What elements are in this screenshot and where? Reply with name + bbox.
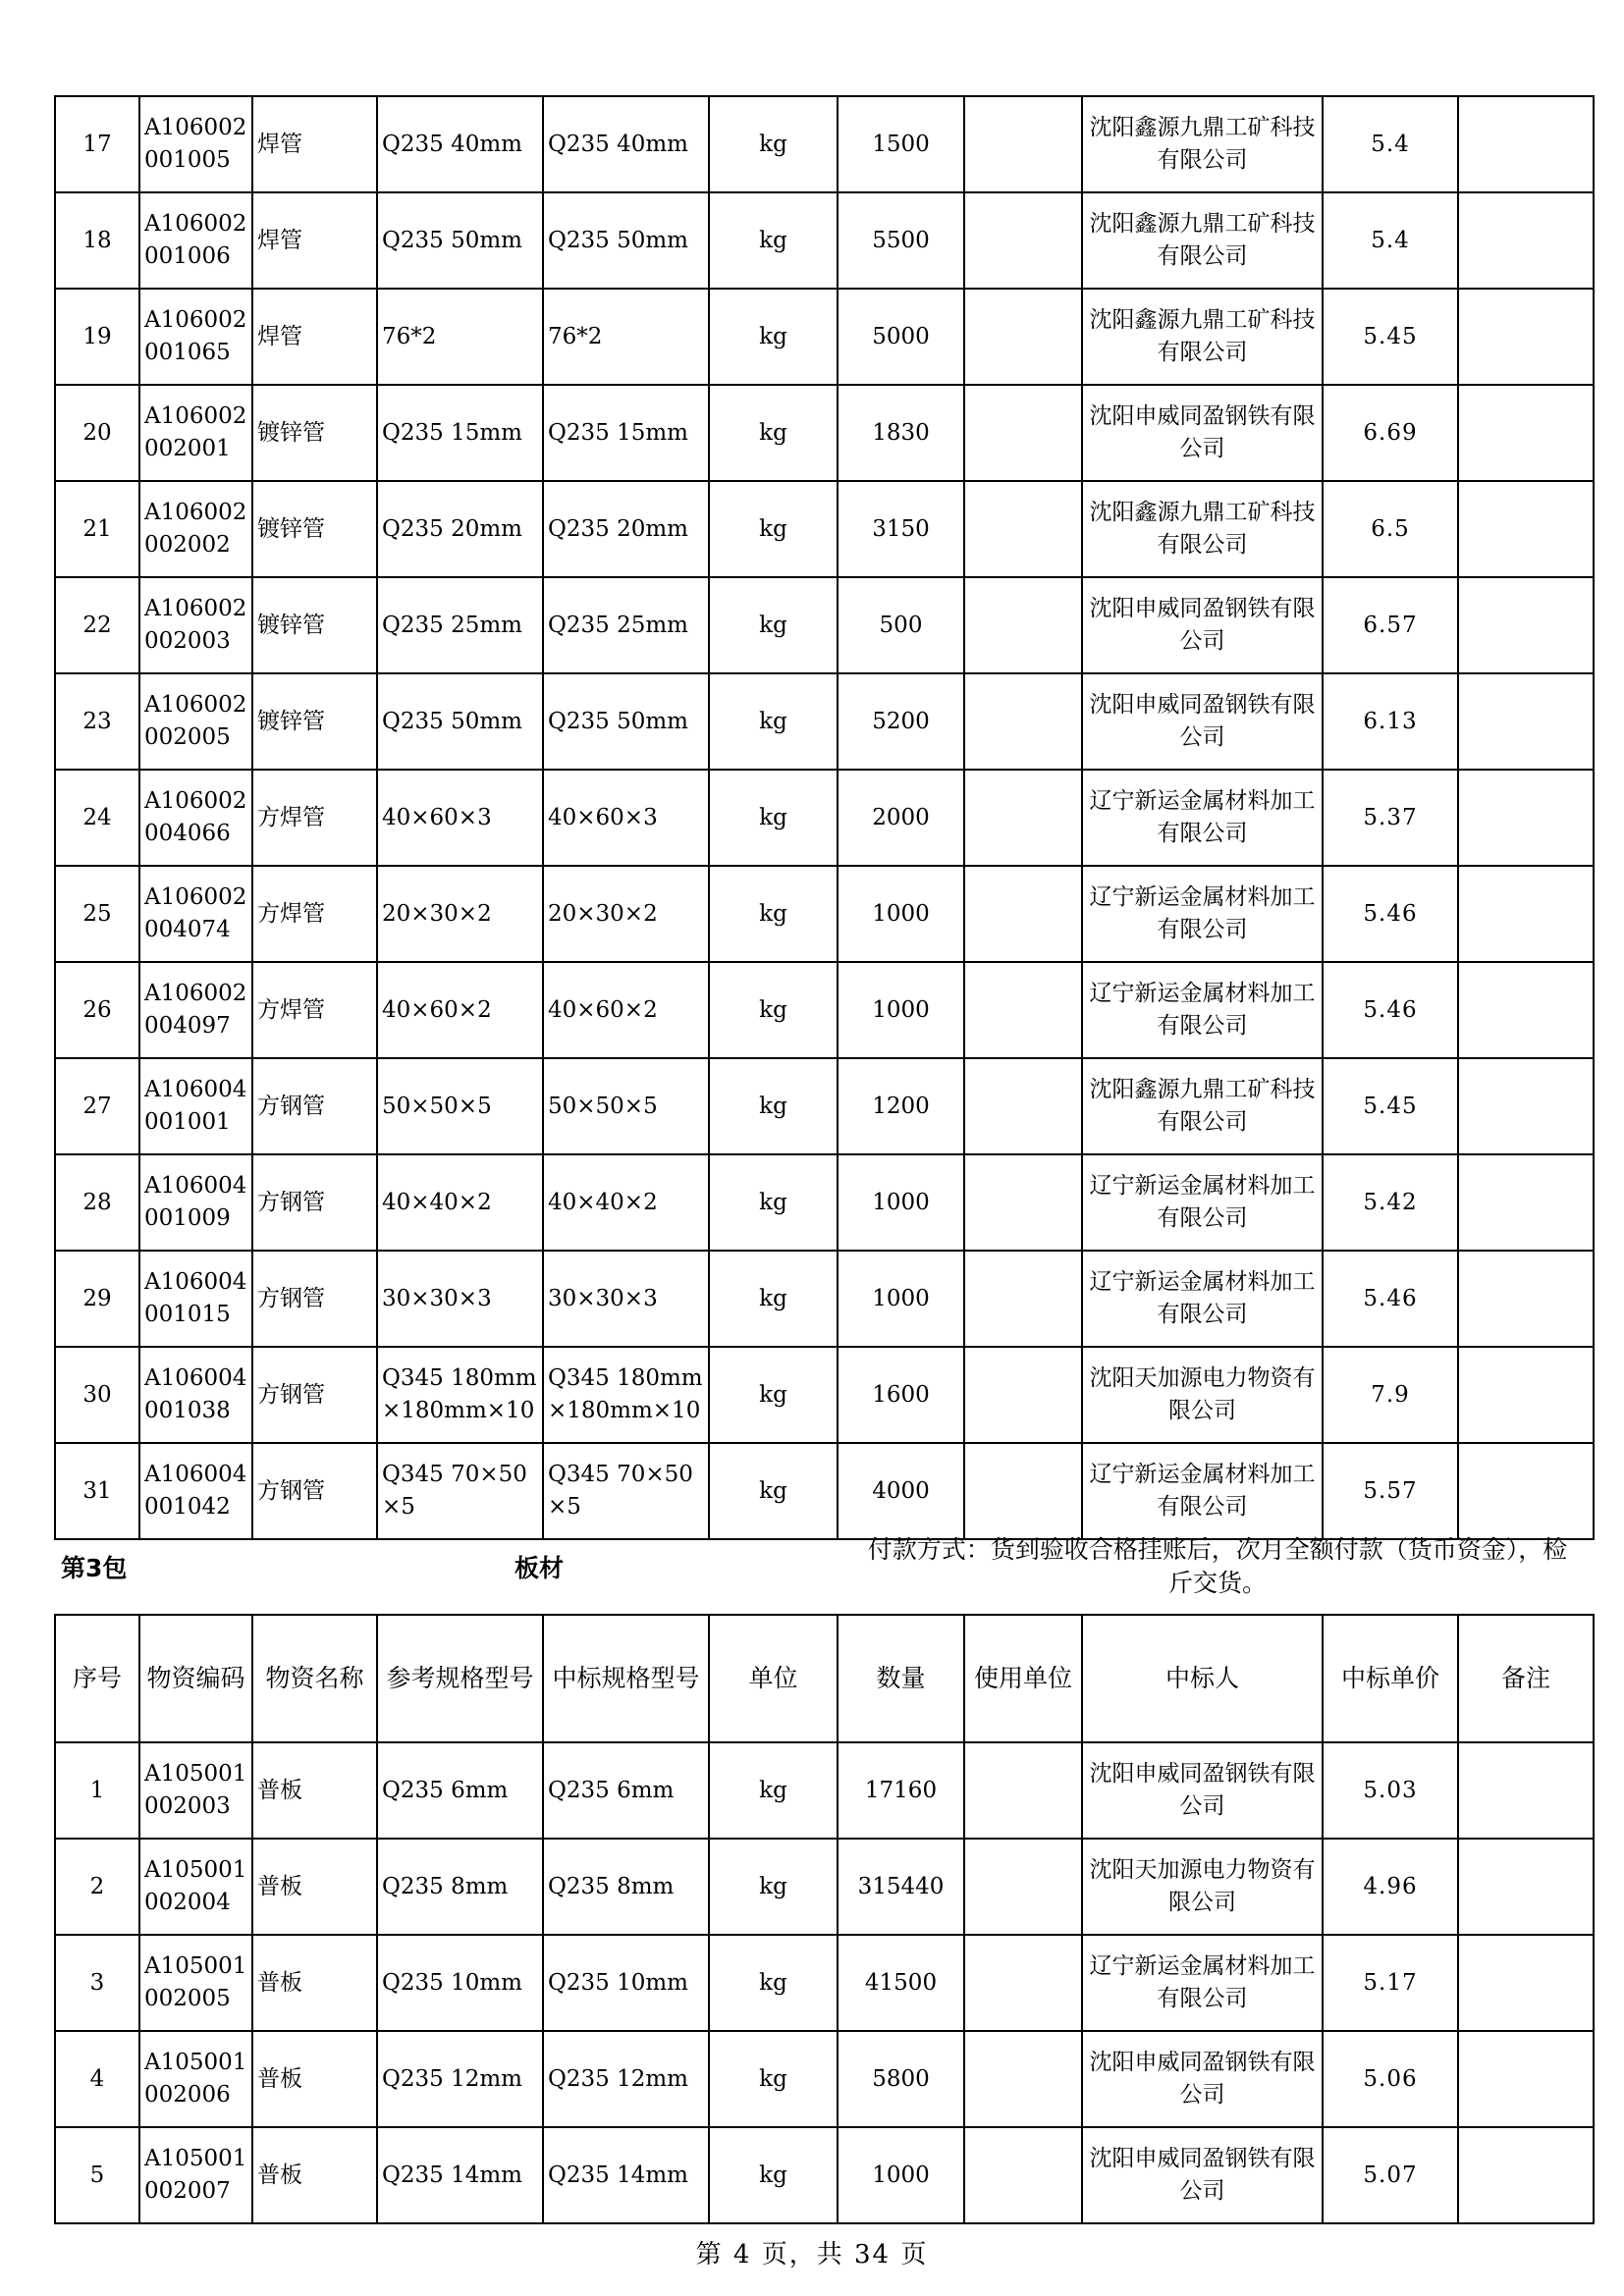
cell-price: 6.57	[1323, 577, 1458, 673]
cell-remark	[1458, 2031, 1594, 2127]
cell-ref-spec: Q235 20mm	[377, 481, 543, 577]
cell-remark	[1458, 289, 1594, 385]
cell-name: 镀锌管	[252, 385, 377, 481]
table-row	[55, 1443, 1594, 1539]
cell-winner: 沈阳鑫源九鼎工矿科技有限公司	[1082, 481, 1323, 577]
cell-ref-spec: Q235 50mm	[377, 673, 543, 770]
cell-remark	[1458, 192, 1594, 289]
cell-qty: 2000	[838, 770, 964, 866]
cell-user-unit	[964, 1935, 1082, 2031]
header-seq: 序号	[55, 1615, 139, 1742]
cell-qty: 5200	[838, 673, 964, 770]
cell-qty: 1600	[838, 1347, 964, 1443]
cell-seq: 3	[55, 1935, 139, 2031]
cell-winner: 沈阳申威同盈钢铁有限公司	[1082, 673, 1323, 770]
header-code: 物资编码	[139, 1615, 252, 1742]
cell-winner: 沈阳申威同盈钢铁有限公司	[1082, 2031, 1323, 2127]
cell-win-spec: Q235 50mm	[543, 673, 709, 770]
cell-price: 5.03	[1323, 1742, 1458, 1839]
cell-qty: 3150	[838, 481, 964, 577]
cell-name: 焊管	[252, 192, 377, 289]
cell-win-spec: Q235 14mm	[543, 2127, 709, 2223]
cell-name: 焊管	[252, 96, 377, 192]
cell-ref-spec: Q235 6mm	[377, 1742, 543, 1839]
cell-code: A106002001065	[139, 289, 252, 385]
cell-winner: 沈阳鑫源九鼎工矿科技有限公司	[1082, 192, 1323, 289]
cell-name: 普板	[252, 2031, 377, 2127]
cell-user-unit	[964, 962, 1082, 1058]
plate-items-table-body	[55, 1742, 1594, 2223]
cell-code: A106002004097	[139, 962, 252, 1058]
header-price: 中标单价	[1323, 1615, 1458, 1742]
cell-user-unit	[964, 481, 1082, 577]
cell-code: A106004001015	[139, 1251, 252, 1347]
cell-ref-spec: Q235 25mm	[377, 577, 543, 673]
cell-win-spec: Q345 180mm×180mm×10	[543, 1347, 709, 1443]
cell-seq: 4	[55, 2031, 139, 2127]
cell-code: A106004001009	[139, 1154, 252, 1251]
cell-price: 5.46	[1323, 962, 1458, 1058]
cell-price: 5.06	[1323, 2031, 1458, 2127]
cell-remark	[1458, 385, 1594, 481]
cell-unit: kg	[709, 1154, 838, 1251]
cell-winner: 沈阳申威同盈钢铁有限公司	[1082, 2127, 1323, 2223]
cell-user-unit	[964, 289, 1082, 385]
header-remark: 备注	[1458, 1615, 1594, 1742]
cell-win-spec: 20×30×2	[543, 866, 709, 962]
cell-code: A106004001042	[139, 1443, 252, 1539]
cell-unit: kg	[709, 1347, 838, 1443]
cell-unit: kg	[709, 481, 838, 577]
table-row	[55, 385, 1594, 481]
cell-winner: 沈阳天加源电力物资有限公司	[1082, 1347, 1323, 1443]
table-row	[55, 2127, 1594, 2223]
table-row	[55, 1251, 1594, 1347]
cell-price: 5.45	[1323, 289, 1458, 385]
cell-unit: kg	[709, 577, 838, 673]
header-user-unit: 使用单位	[964, 1615, 1082, 1742]
cell-name: 普板	[252, 1742, 377, 1839]
table-row	[55, 577, 1594, 673]
pipe-items-table-body	[55, 96, 1594, 1539]
plate-items-table	[54, 1614, 1595, 2224]
cell-seq: 2	[55, 1839, 139, 1935]
cell-name: 镀锌管	[252, 673, 377, 770]
table-row	[55, 962, 1594, 1058]
table-row	[55, 770, 1594, 866]
cell-price: 5.42	[1323, 1154, 1458, 1251]
table-row	[55, 192, 1594, 289]
cell-qty: 4000	[838, 1443, 964, 1539]
cell-code: A106004001001	[139, 1058, 252, 1154]
cell-unit: kg	[709, 1742, 838, 1839]
plate-items-table-header	[55, 1615, 1594, 1742]
cell-code: A106002004074	[139, 866, 252, 962]
cell-name: 方焊管	[252, 866, 377, 962]
cell-unit: kg	[709, 866, 838, 962]
cell-ref-spec: Q345 70×50×5	[377, 1443, 543, 1539]
cell-winner: 沈阳申威同盈钢铁有限公司	[1082, 385, 1323, 481]
table-row	[55, 1742, 1594, 1839]
cell-win-spec: Q235 12mm	[543, 2031, 709, 2127]
table-row	[55, 481, 1594, 577]
cell-user-unit	[964, 577, 1082, 673]
cell-remark	[1458, 1058, 1594, 1154]
cell-price: 5.46	[1323, 866, 1458, 962]
cell-win-spec: Q235 6mm	[543, 1742, 709, 1839]
cell-win-spec: 76*2	[543, 289, 709, 385]
cell-unit: kg	[709, 770, 838, 866]
cell-price: 4.96	[1323, 1839, 1458, 1935]
cell-win-spec: Q345 70×50×5	[543, 1443, 709, 1539]
cell-win-spec: 40×60×2	[543, 962, 709, 1058]
cell-price: 5.17	[1323, 1935, 1458, 2031]
cell-ref-spec: Q235 40mm	[377, 96, 543, 192]
cell-name: 镀锌管	[252, 577, 377, 673]
cell-code: A106002002005	[139, 673, 252, 770]
cell-winner: 辽宁新运金属材料加工有限公司	[1082, 770, 1323, 866]
cell-remark	[1458, 1839, 1594, 1935]
cell-remark	[1458, 1742, 1594, 1839]
cell-user-unit	[964, 2031, 1082, 2127]
table-header-row	[55, 1615, 1594, 1742]
cell-code: A105001002004	[139, 1839, 252, 1935]
cell-seq: 29	[55, 1251, 139, 1347]
cell-unit: kg	[709, 1935, 838, 2031]
cell-qty: 315440	[838, 1839, 964, 1935]
header-name: 物资名称	[252, 1615, 377, 1742]
cell-unit: kg	[709, 1839, 838, 1935]
cell-seq: 28	[55, 1154, 139, 1251]
cell-remark	[1458, 1347, 1594, 1443]
cell-qty: 5800	[838, 2031, 964, 2127]
table-row	[55, 673, 1594, 770]
cell-qty: 1000	[838, 1251, 964, 1347]
cell-user-unit	[964, 96, 1082, 192]
cell-unit: kg	[709, 385, 838, 481]
cell-win-spec: Q235 50mm	[543, 192, 709, 289]
cell-winner: 沈阳天加源电力物资有限公司	[1082, 1839, 1323, 1935]
cell-ref-spec: Q235 10mm	[377, 1935, 543, 2031]
cell-winner: 沈阳鑫源九鼎工矿科技有限公司	[1082, 1058, 1323, 1154]
table-row	[55, 2031, 1594, 2127]
cell-unit: kg	[709, 1443, 838, 1539]
cell-price: 5.45	[1323, 1058, 1458, 1154]
cell-remark	[1458, 1251, 1594, 1347]
cell-winner: 沈阳鑫源九鼎工矿科技有限公司	[1082, 96, 1323, 192]
cell-user-unit	[964, 1154, 1082, 1251]
cell-remark	[1458, 1154, 1594, 1251]
cell-user-unit	[964, 1347, 1082, 1443]
cell-ref-spec: 76*2	[377, 289, 543, 385]
cell-user-unit	[964, 1251, 1082, 1347]
cell-seq: 30	[55, 1347, 139, 1443]
cell-remark	[1458, 1443, 1594, 1539]
cell-name: 方焊管	[252, 962, 377, 1058]
cell-qty: 5500	[838, 192, 964, 289]
cell-name: 普板	[252, 2127, 377, 2223]
cell-user-unit	[964, 1443, 1082, 1539]
table-row	[55, 1347, 1594, 1443]
cell-seq: 31	[55, 1443, 139, 1539]
cell-user-unit	[964, 385, 1082, 481]
cell-ref-spec: 40×40×2	[377, 1154, 543, 1251]
cell-remark	[1458, 577, 1594, 673]
cell-win-spec: 40×60×3	[543, 770, 709, 866]
cell-remark	[1458, 1935, 1594, 2031]
cell-win-spec: 40×40×2	[543, 1154, 709, 1251]
header-win-spec: 中标规格型号	[543, 1615, 709, 1742]
cell-win-spec: 30×30×3	[543, 1251, 709, 1347]
cell-name: 方焊管	[252, 770, 377, 866]
cell-price: 6.69	[1323, 385, 1458, 481]
cell-remark	[1458, 962, 1594, 1058]
cell-ref-spec: Q235 15mm	[377, 385, 543, 481]
table-row	[55, 1154, 1594, 1251]
cell-unit: kg	[709, 289, 838, 385]
cell-code: A106002002002	[139, 481, 252, 577]
cell-qty: 41500	[838, 1935, 964, 2031]
header-qty: 数量	[838, 1615, 964, 1742]
cell-remark	[1458, 673, 1594, 770]
cell-win-spec: Q235 20mm	[543, 481, 709, 577]
cell-price: 7.9	[1323, 1347, 1458, 1443]
table-row	[55, 1839, 1594, 1935]
cell-user-unit	[964, 1839, 1082, 1935]
cell-win-spec: Q235 15mm	[543, 385, 709, 481]
cell-code: A106002001005	[139, 96, 252, 192]
cell-winner: 辽宁新运金属材料加工有限公司	[1082, 962, 1323, 1058]
cell-winner: 辽宁新运金属材料加工有限公司	[1082, 1251, 1323, 1347]
table-row	[55, 289, 1594, 385]
cell-code: A106002004066	[139, 770, 252, 866]
cell-qty: 1000	[838, 2127, 964, 2223]
cell-price: 5.57	[1323, 1443, 1458, 1539]
cell-unit: kg	[709, 96, 838, 192]
payment-terms: 付款方式：货到验收合格挂账后，次月全额付款（货币资金），检斤交货。	[867, 1535, 1568, 1597]
cell-name: 方钢管	[252, 1154, 377, 1251]
header-unit: 单位	[709, 1615, 838, 1742]
cell-code: A105001002005	[139, 1935, 252, 2031]
cell-ref-spec: 40×60×3	[377, 770, 543, 866]
cell-code: A106004001038	[139, 1347, 252, 1443]
cell-user-unit	[964, 673, 1082, 770]
cell-unit: kg	[709, 1251, 838, 1347]
cell-name: 普板	[252, 1935, 377, 2031]
cell-winner: 沈阳申威同盈钢铁有限公司	[1082, 1742, 1323, 1839]
cell-remark	[1458, 96, 1594, 192]
cell-price: 5.4	[1323, 192, 1458, 289]
cell-winner: 辽宁新运金属材料加工有限公司	[1082, 1443, 1323, 1539]
cell-qty: 1000	[838, 962, 964, 1058]
cell-ref-spec: Q235 14mm	[377, 2127, 543, 2223]
cell-qty: 1830	[838, 385, 964, 481]
cell-ref-spec: 30×30×3	[377, 1251, 543, 1347]
cell-name: 方钢管	[252, 1058, 377, 1154]
cell-seq: 25	[55, 866, 139, 962]
cell-user-unit	[964, 770, 1082, 866]
cell-ref-spec: 40×60×2	[377, 962, 543, 1058]
cell-name: 普板	[252, 1839, 377, 1935]
cell-code: A105001002007	[139, 2127, 252, 2223]
cell-win-spec: Q235 8mm	[543, 1839, 709, 1935]
cell-seq: 17	[55, 96, 139, 192]
cell-winner: 辽宁新运金属材料加工有限公司	[1082, 1935, 1323, 2031]
header-winner: 中标人	[1082, 1615, 1323, 1742]
table-row	[55, 1935, 1594, 2031]
cell-seq: 21	[55, 481, 139, 577]
cell-qty: 1200	[838, 1058, 964, 1154]
cell-code: A106002001006	[139, 192, 252, 289]
cell-remark	[1458, 866, 1594, 962]
cell-price: 6.13	[1323, 673, 1458, 770]
cell-seq: 26	[55, 962, 139, 1058]
cell-name: 方钢管	[252, 1347, 377, 1443]
cell-win-spec: Q235 25mm	[543, 577, 709, 673]
cell-win-spec: Q235 10mm	[543, 1935, 709, 2031]
cell-user-unit	[964, 1742, 1082, 1839]
cell-user-unit	[964, 192, 1082, 289]
cell-winner: 辽宁新运金属材料加工有限公司	[1082, 866, 1323, 962]
cell-remark	[1458, 2127, 1594, 2223]
package-title: 板材	[514, 1554, 565, 1582]
cell-qty: 17160	[838, 1742, 964, 1839]
cell-unit: kg	[709, 2031, 838, 2127]
cell-code: A106002002001	[139, 385, 252, 481]
cell-user-unit	[964, 1058, 1082, 1154]
cell-win-spec: Q235 40mm	[543, 96, 709, 192]
page-footer: 第 4 页，共 34 页	[695, 2240, 929, 2269]
cell-qty: 1500	[838, 96, 964, 192]
cell-name: 镀锌管	[252, 481, 377, 577]
cell-user-unit	[964, 2127, 1082, 2223]
cell-remark	[1458, 770, 1594, 866]
cell-qty: 500	[838, 577, 964, 673]
cell-price: 5.46	[1323, 1251, 1458, 1347]
cell-name: 焊管	[252, 289, 377, 385]
cell-price: 5.37	[1323, 770, 1458, 866]
cell-unit: kg	[709, 2127, 838, 2223]
cell-ref-spec: Q235 8mm	[377, 1839, 543, 1935]
cell-unit: kg	[709, 192, 838, 289]
cell-seq: 23	[55, 673, 139, 770]
header-ref-spec: 参考规格型号	[377, 1615, 543, 1742]
cell-price: 6.5	[1323, 481, 1458, 577]
cell-winner: 沈阳申威同盈钢铁有限公司	[1082, 577, 1323, 673]
cell-unit: kg	[709, 1058, 838, 1154]
cell-winner: 沈阳鑫源九鼎工矿科技有限公司	[1082, 289, 1323, 385]
pipe-items-table	[54, 95, 1595, 1540]
cell-qty: 5000	[838, 289, 964, 385]
cell-seq: 1	[55, 1742, 139, 1839]
cell-code: A105001002006	[139, 2031, 252, 2127]
cell-code: A106002002003	[139, 577, 252, 673]
cell-seq: 22	[55, 577, 139, 673]
cell-ref-spec: Q345 180mm×180mm×10	[377, 1347, 543, 1443]
cell-user-unit	[964, 866, 1082, 962]
cell-seq: 5	[55, 2127, 139, 2223]
cell-name: 方钢管	[252, 1251, 377, 1347]
cell-qty: 1000	[838, 1154, 964, 1251]
table-row	[55, 866, 1594, 962]
cell-code: A105001002003	[139, 1742, 252, 1839]
cell-win-spec: 50×50×5	[543, 1058, 709, 1154]
cell-ref-spec: 50×50×5	[377, 1058, 543, 1154]
cell-price: 5.07	[1323, 2127, 1458, 2223]
table-row	[55, 1058, 1594, 1154]
cell-ref-spec: 20×30×2	[377, 866, 543, 962]
cell-seq: 20	[55, 385, 139, 481]
package-label: 第3包	[61, 1554, 128, 1582]
cell-price: 5.4	[1323, 96, 1458, 192]
cell-seq: 24	[55, 770, 139, 866]
cell-unit: kg	[709, 673, 838, 770]
cell-remark	[1458, 481, 1594, 577]
cell-qty: 1000	[838, 866, 964, 962]
cell-seq: 19	[55, 289, 139, 385]
cell-seq: 27	[55, 1058, 139, 1154]
cell-winner: 辽宁新运金属材料加工有限公司	[1082, 1154, 1323, 1251]
table-row	[55, 96, 1594, 192]
cell-unit: kg	[709, 962, 838, 1058]
cell-ref-spec: Q235 12mm	[377, 2031, 543, 2127]
cell-seq: 18	[55, 192, 139, 289]
cell-ref-spec: Q235 50mm	[377, 192, 543, 289]
cell-name: 方钢管	[252, 1443, 377, 1539]
